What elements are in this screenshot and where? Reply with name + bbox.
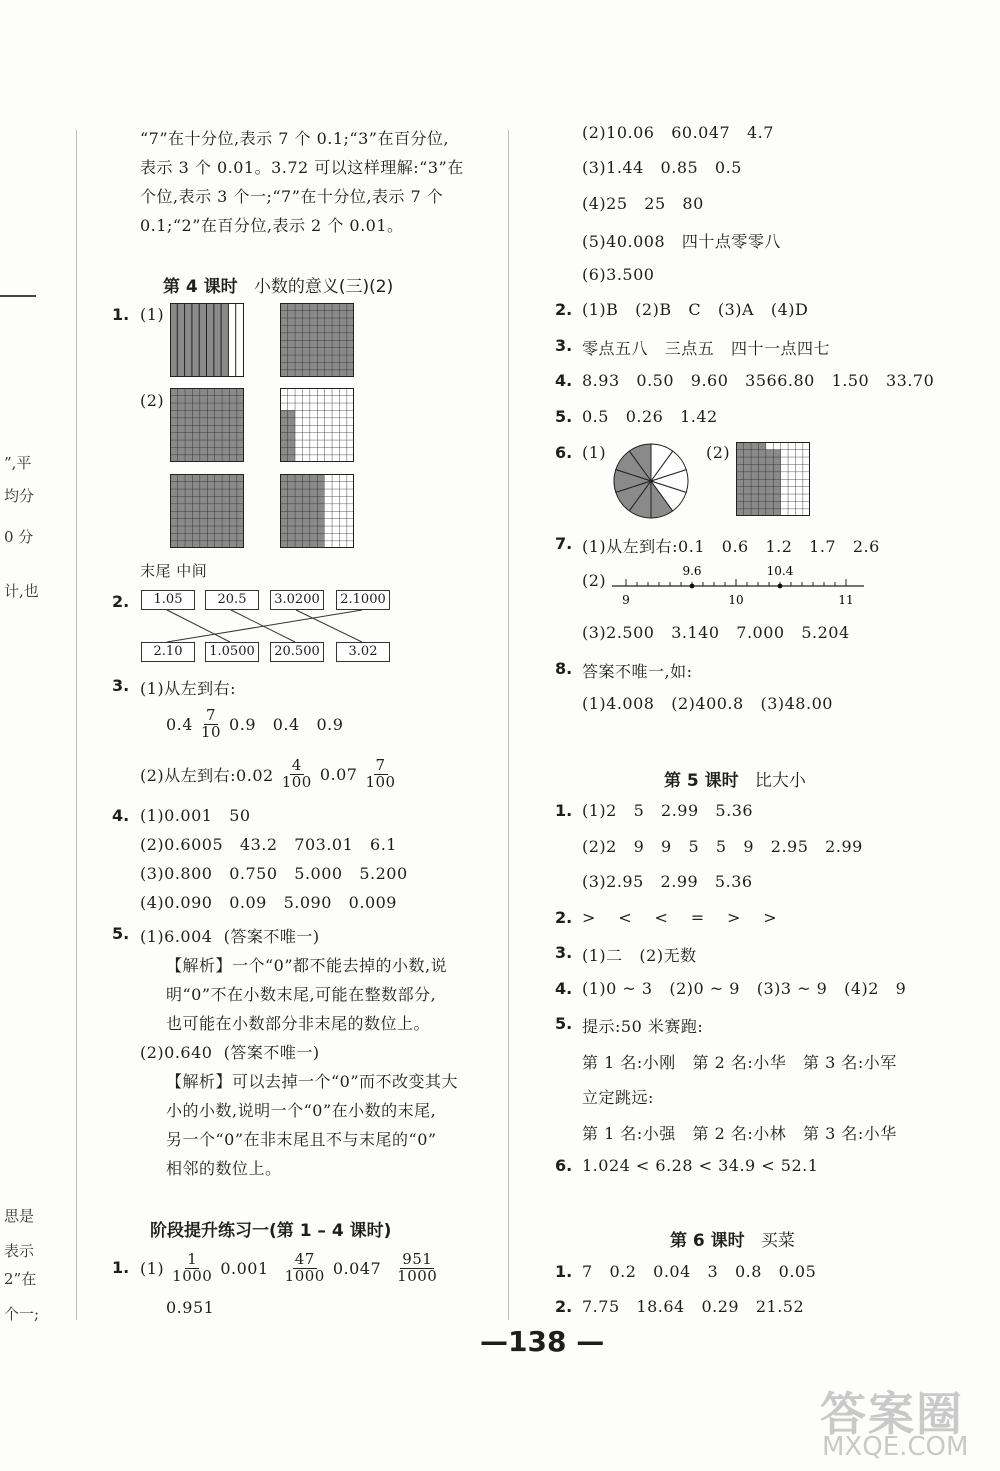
answer-value: 0.07 (319, 764, 358, 784)
question-number: 3. (555, 943, 573, 962)
number-line-point-label: 10.4 (766, 564, 794, 578)
match-box-bottom: 2.10 (141, 642, 195, 662)
answer-line: 提示:50 米赛跑: (582, 1017, 704, 1036)
answer-line: (1)二 (2)无数 (582, 946, 697, 965)
answer-line (166, 704, 343, 744)
watermark-url: MXQE.COM (822, 1432, 969, 1462)
section-heading-6 (670, 1226, 795, 1251)
question-number: 1. (112, 1258, 130, 1277)
answer-line: (1)B (2)B C (3)A (4)D (582, 300, 809, 319)
answer-line: (2)0.6005 43.2 703.01 6.1 (140, 835, 397, 854)
match-box-top: 1.05 (141, 590, 195, 610)
number-line-tick-label: 10 (728, 593, 744, 607)
answer-line: (2)10.06 60.047 4.7 (582, 123, 774, 142)
fraction (172, 1249, 213, 1285)
intro-line: 0.1;“2”在百分位,表示 2 个 0.01。 (140, 216, 404, 235)
number-line-point (778, 584, 783, 589)
question-number: 1. (555, 1262, 573, 1281)
part-label: (1) (140, 305, 165, 324)
answer-value: 0.047 (332, 1258, 382, 1278)
question-number: 6. (555, 1156, 573, 1175)
answer-line: (1)从左到右: (140, 679, 237, 698)
column-divider (508, 130, 509, 1320)
answer-line: 零点五八 三点五 四十一点四七 (582, 339, 831, 358)
answer-line: (3)2.500 3.140 7.000 5.204 (582, 623, 850, 642)
question-number: 2. (555, 907, 573, 927)
section-number: 第 4 课时 (163, 277, 238, 297)
numerator: 7 (375, 755, 386, 774)
analysis-line: 也可能在小数部分非末尾的数位上。 (166, 1014, 431, 1033)
fraction (284, 1249, 325, 1285)
number-line-point (690, 584, 695, 589)
answer-line: (2)0.640 (答案不唯一) (140, 1043, 320, 1062)
numerator: 951 (402, 1249, 433, 1268)
section-subtitle: 比大小 (754, 771, 806, 791)
answer-line: (4)25 25 80 (582, 194, 704, 213)
answer-line: 第 1 名:小刚 第 2 名:小华 第 3 名:小军 (582, 1052, 897, 1072)
match-box-top: 2.1000 (336, 590, 390, 610)
fraction (365, 755, 396, 791)
answer-line: 0.5 0.26 1.42 (582, 407, 718, 426)
numerator: 47 (294, 1249, 315, 1268)
answer-value: 0.001 (220, 1258, 269, 1278)
section-number: 第 5 课时 (664, 771, 739, 791)
denominator: 100 (365, 772, 396, 791)
answer-line: 答案不唯一,如: (582, 662, 693, 681)
question-number: 6. (555, 443, 573, 462)
column-divider (76, 130, 77, 1320)
denominator: 1000 (172, 1266, 213, 1285)
match-box-top: 20.5 (205, 590, 259, 610)
part-label: (2) (706, 443, 731, 462)
answer-line: 第 1 名:小强 第 2 名:小林 第 3 名:小华 (582, 1123, 897, 1143)
answer-line: (1)从左到右:0.1 0.6 1.2 1.7 2.6 (582, 537, 880, 556)
edge-text: 思是 (4, 1207, 35, 1225)
question-number: 3. (112, 676, 130, 695)
grid-figure-half (280, 474, 354, 548)
intro-line: 个位,表示 3 个一;“7”在十分位,表示 7 个 (140, 187, 444, 206)
fraction (397, 1249, 438, 1285)
answer-line: (1)2 5 2.99 5.36 (582, 801, 754, 820)
stage-heading: 阶段提升练习一(第 1 – 4 课时) (150, 1221, 392, 1241)
question-number: 8. (555, 659, 573, 678)
caption: 末尾 中间 (140, 562, 208, 580)
answer-line (140, 1248, 445, 1288)
circle-figure (612, 442, 690, 520)
answer-line: (1)4.008 (2)400.8 (3)48.00 (582, 694, 833, 713)
watermark-logo: 答案圈 (820, 1387, 964, 1441)
denominator: 100 (281, 772, 312, 791)
question-number: 5. (555, 407, 573, 426)
number-line-tick-label: 9 (622, 593, 630, 607)
match-box-bottom: 3.02 (336, 642, 390, 662)
edge-text: 2”在 (4, 1270, 37, 1288)
grid-figure-strips (170, 303, 244, 377)
grid-figure-full (170, 388, 244, 462)
answer-value: (2)从左到右:0.02 (140, 765, 274, 785)
answer-line: 立定跳远: (582, 1088, 654, 1107)
grid-figure-right (736, 442, 810, 516)
answer-line: 7 0.2 0.04 3 0.8 0.05 (582, 1262, 817, 1281)
section-heading-5 (664, 766, 806, 791)
denominator: 1000 (284, 1266, 325, 1285)
part-label: (2) (140, 391, 165, 410)
fraction (281, 755, 312, 791)
grid-figure-hundredths (280, 303, 354, 377)
question-number: 2. (112, 592, 130, 611)
question-number: 2. (555, 1297, 573, 1316)
section-subtitle: 买菜 (760, 1231, 795, 1251)
analysis-line: 相邻的数位上。 (166, 1159, 282, 1178)
answer-line: (2)2 9 9 5 5 9 2.95 2.99 (582, 836, 863, 856)
analysis-line: 【解析】一个“0”都不能去掉的小数,说 (166, 956, 448, 975)
number-line (608, 562, 870, 610)
answer-value: 0.4 (166, 714, 193, 734)
part-label: (1) (140, 1258, 165, 1278)
answer-line: 1.024 < 6.28 < 34.9 < 52.1 (582, 1156, 819, 1175)
grid-figure-full (170, 474, 244, 548)
part-label: (2) (582, 571, 607, 590)
question-number: 3. (555, 336, 573, 355)
answer-line (140, 754, 404, 794)
section-heading-4 (163, 272, 393, 297)
part-label: (1) (582, 443, 607, 462)
edge-text: 个一; (4, 1305, 40, 1323)
intro-line: 表示 3 个 0.01。3.72 可以这样理解:“3”在 (140, 158, 464, 177)
question-number: 4. (555, 371, 573, 390)
numerator: 7 (205, 705, 217, 724)
question-number: 1. (555, 801, 573, 820)
answer-line: (5)40.008 四十点零零八 (582, 232, 781, 251)
edge-rule (0, 295, 36, 297)
question-number: 5. (555, 1014, 573, 1033)
fraction (200, 705, 222, 741)
edge-text: 均分 (4, 487, 35, 505)
denominator: 10 (200, 722, 222, 741)
answer-line: 7.75 18.64 0.29 21.52 (582, 1297, 805, 1316)
edge-text: 计,也 (4, 582, 39, 600)
analysis-line: 另一个“0”在非末尾且不与末尾的“0” (166, 1130, 437, 1149)
grid-figure-partial (280, 388, 354, 462)
answer-value: 0.9 0.4 0.9 (229, 714, 344, 734)
match-lines (130, 608, 400, 644)
question-number: 2. (555, 300, 573, 319)
edge-text: 0 分 (4, 528, 34, 546)
answer-line: (1)6.004 (答案不唯一) (140, 927, 320, 946)
numerator: 4 (291, 755, 302, 774)
number-line-point-label: 9.6 (682, 564, 702, 578)
answer-line: (3)2.95 2.99 5.36 (582, 872, 753, 891)
answer-line: (3)1.44 0.85 0.5 (582, 158, 742, 177)
page-number: —138 — (480, 1325, 605, 1358)
edge-text: ”,平 (4, 454, 32, 472)
section-subtitle: 小数的意义(三)(2) (253, 277, 394, 297)
answer-line: (6)3.500 (582, 265, 655, 284)
answer-line: (4)0.090 0.09 5.090 0.009 (140, 893, 397, 912)
analysis-line: 小的小数,说明一个“0”在小数的末尾, (166, 1101, 437, 1120)
question-number: 5. (112, 924, 130, 943)
denominator: 1000 (397, 1266, 438, 1285)
numerator: 1 (187, 1249, 198, 1268)
question-number: 1. (112, 305, 130, 324)
match-box-bottom: 1.0500 (205, 642, 259, 662)
answer-value: 0.951 (166, 1298, 215, 1317)
question-number: 7. (555, 534, 573, 553)
question-number: 4. (555, 978, 573, 998)
match-box-top: 3.0200 (270, 590, 324, 610)
answer-line: (3)0.800 0.750 5.000 5.200 (140, 864, 408, 883)
answer-line: 8.93 0.50 9.60 3566.80 1.50 33.70 (582, 371, 935, 390)
match-box-bottom: 20.500 (270, 642, 324, 662)
analysis-line: 明“0”不在小数末尾,可能在整数部分, (166, 985, 437, 1004)
edge-text: 表示 (4, 1242, 35, 1260)
section-number: 第 6 课时 (670, 1231, 745, 1251)
question-number: 4. (112, 806, 130, 825)
number-line-tick-label: 11 (838, 593, 854, 607)
answer-line: (1)0 ~ 3 (2)0 ~ 9 (3)3 ~ 9 (4)2 9 (582, 978, 907, 998)
analysis-line: 【解析】可以去掉一个“0”而不改变其大 (166, 1072, 459, 1091)
answer-line: > < < = > > (582, 907, 778, 927)
intro-line: “7”在十分位,表示 7 个 0.1;“3”在百分位, (140, 129, 450, 148)
answer-line: (1)0.001 50 (140, 806, 251, 825)
